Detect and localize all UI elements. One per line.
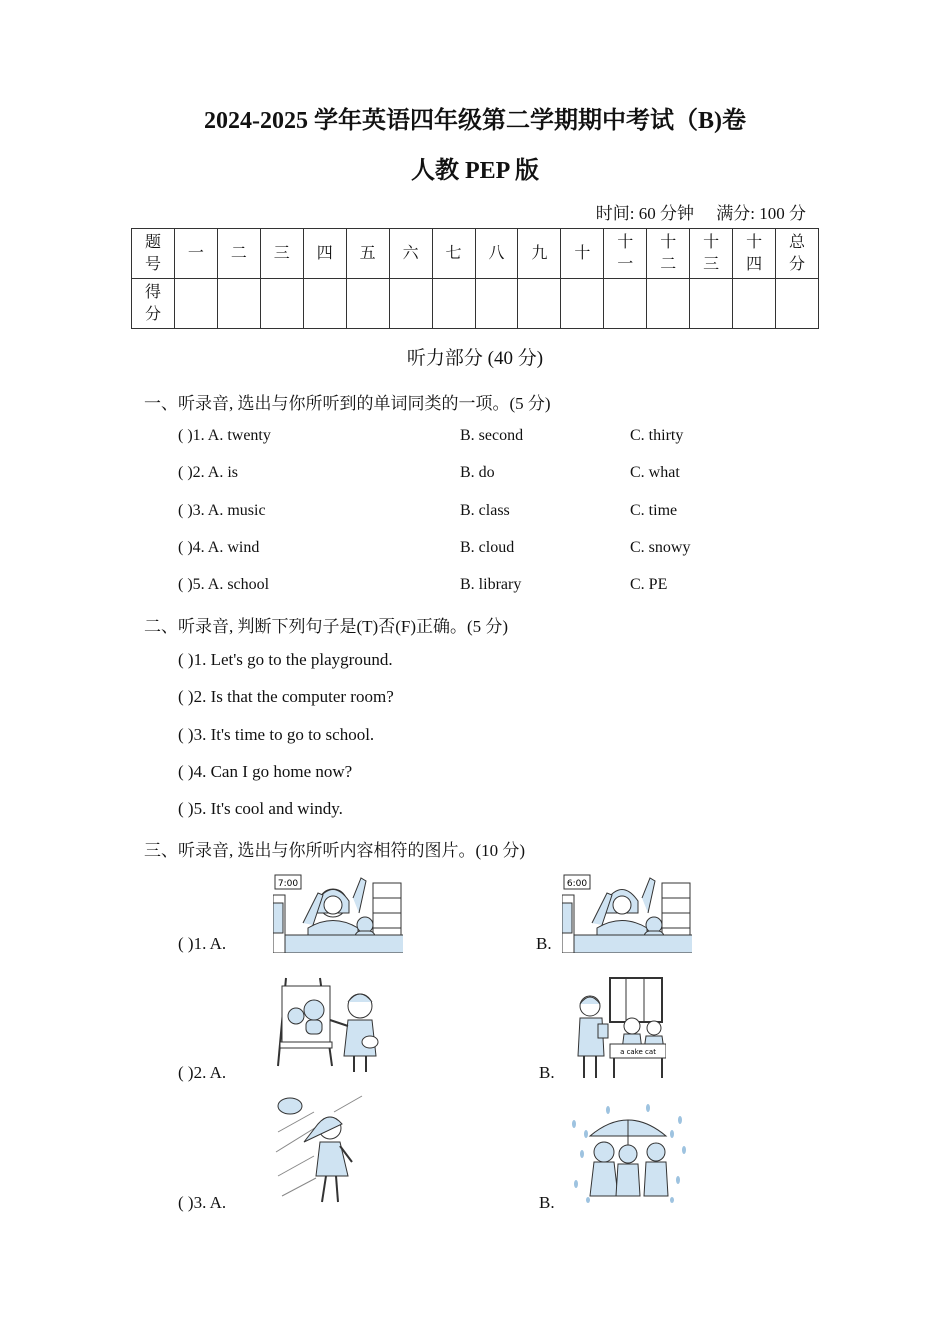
score-table-row-label <box>132 279 175 329</box>
header-cell <box>475 229 518 279</box>
score-cell[interactable] <box>733 279 776 329</box>
exam-time: 时间: 60 分钟 <box>595 204 695 223</box>
s1-q5-a: ( )5. A. school <box>178 576 270 593</box>
header-text: 十 <box>574 244 591 262</box>
s3-q2-label-a: ( )2. A. <box>178 1063 227 1082</box>
header-text: 八 <box>488 244 505 262</box>
score-cell[interactable] <box>604 279 647 329</box>
s1-q2-a: ( )2. A. is <box>178 464 238 481</box>
page-subtitle: 人教 PEP 版 <box>410 158 539 184</box>
header-cell <box>346 229 389 279</box>
header-text: 六 <box>402 244 419 262</box>
score-cell[interactable] <box>260 279 303 329</box>
header-text: 四 <box>746 255 763 273</box>
header-text: 十 <box>703 233 720 251</box>
s1-q5-c: C. PE <box>630 576 668 593</box>
section1-heading: 一、听录音, 选出与你所听到的单词同类的一项。(5 分) <box>144 394 551 413</box>
score-table <box>131 228 819 329</box>
header-cell <box>690 229 733 279</box>
label-char: 号 <box>144 255 161 273</box>
s2-q2: ( )2. Is that the computer room? <box>178 687 394 706</box>
listening-section-title: 听力部分 (40 分) <box>406 348 544 369</box>
s3-q2-picture-b[interactable] <box>574 976 666 1080</box>
score-cell[interactable] <box>475 279 518 329</box>
s3-q1-label-a: ( )1. A. <box>178 934 227 953</box>
section3-heading: 三、听录音, 选出与你所听内容相符的图片。(10 分) <box>144 841 526 860</box>
s2-q4: ( )4. Can I go home now? <box>178 762 353 781</box>
header-text: 二 <box>660 255 677 273</box>
s3-q2-picture-a[interactable] <box>276 976 382 1076</box>
header-cell <box>303 229 346 279</box>
header-cell <box>174 229 217 279</box>
header-text: 四 <box>316 244 333 262</box>
s1-q2-b: B. do <box>460 464 495 481</box>
score-cell[interactable] <box>389 279 432 329</box>
exam-full-score: 满分: 100 分 <box>716 204 806 223</box>
score-cell[interactable] <box>432 279 475 329</box>
header-cell <box>733 229 776 279</box>
label-char: 题 <box>144 233 161 251</box>
s1-q5-b: B. library <box>460 576 522 593</box>
s1-q1-b: B. second <box>460 427 524 444</box>
header-cell <box>389 229 432 279</box>
header-text: 十 <box>617 233 634 251</box>
header-cell <box>647 229 690 279</box>
board-text: a cake cat <box>620 1048 656 1056</box>
score-cell[interactable] <box>561 279 604 329</box>
header-text: 七 <box>445 244 462 262</box>
s1-q1-a: ( )1. A. twenty <box>178 427 271 444</box>
s3-q3-picture-b[interactable] <box>568 1104 690 1204</box>
score-cell[interactable] <box>690 279 733 329</box>
header-cell <box>776 229 819 279</box>
clock-text: 6:00 <box>566 879 588 889</box>
s3-q2-label-b: B. <box>539 1063 555 1082</box>
s1-q1-c: C. thirty <box>630 427 684 444</box>
section2-heading: 二、听录音, 判断下列句子是(T)否(F)正确。(5 分) <box>144 617 509 636</box>
s3-q1-picture-a[interactable] <box>273 873 403 953</box>
score-table-row-label <box>132 229 175 279</box>
label-char: 得 <box>144 283 161 301</box>
s1-q3-a: ( )3. A. music <box>178 502 266 519</box>
header-cell <box>260 229 303 279</box>
header-cell <box>604 229 647 279</box>
header-text: 十 <box>660 233 677 251</box>
header-text: 三 <box>273 244 290 262</box>
page-title: 2024-2025 学年英语四年级第二学期期中考试（B)卷 <box>204 108 746 134</box>
score-cell[interactable] <box>776 279 819 329</box>
header-cell <box>432 229 475 279</box>
s3-q3-picture-a[interactable] <box>274 1092 366 1210</box>
s1-q4-a: ( )4. A. wind <box>178 539 260 556</box>
header-cell <box>561 229 604 279</box>
header-text: 三 <box>703 255 720 273</box>
exam-meta <box>596 199 806 224</box>
score-cell[interactable] <box>303 279 346 329</box>
header-text: 分 <box>789 255 806 273</box>
header-text: 二 <box>230 244 247 262</box>
header-text: 五 <box>359 244 376 262</box>
s1-q4-b: B. cloud <box>460 539 515 556</box>
header-text: 九 <box>531 244 548 262</box>
score-cell[interactable] <box>647 279 690 329</box>
s1-q3-b: B. class <box>460 502 510 519</box>
label-char: 分 <box>144 305 161 323</box>
score-cell[interactable] <box>346 279 389 329</box>
header-cell <box>518 229 561 279</box>
s2-q3: ( )3. It's time to go to school. <box>178 725 375 744</box>
s1-q3-c: C. time <box>630 502 678 519</box>
s2-q1: ( )1. Let's go to the playground. <box>178 650 393 669</box>
s3-q1-picture-b[interactable] <box>562 873 692 953</box>
header-text: 一 <box>617 255 634 273</box>
header-text: 一 <box>187 244 204 262</box>
clock-text: 7:00 <box>277 879 299 889</box>
s3-q3-label-b: B. <box>539 1193 555 1212</box>
s1-q2-c: C. what <box>630 464 680 481</box>
s1-q4-c: C. snowy <box>630 539 691 556</box>
s2-q5: ( )5. It's cool and windy. <box>178 799 343 818</box>
header-cell <box>217 229 260 279</box>
score-cell[interactable] <box>518 279 561 329</box>
s3-q1-label-b: B. <box>536 934 552 953</box>
score-cell[interactable] <box>217 279 260 329</box>
header-text: 总 <box>789 233 806 251</box>
score-cell[interactable] <box>174 279 217 329</box>
s3-q3-label-a: ( )3. A. <box>178 1193 227 1212</box>
header-text: 十 <box>746 233 763 251</box>
